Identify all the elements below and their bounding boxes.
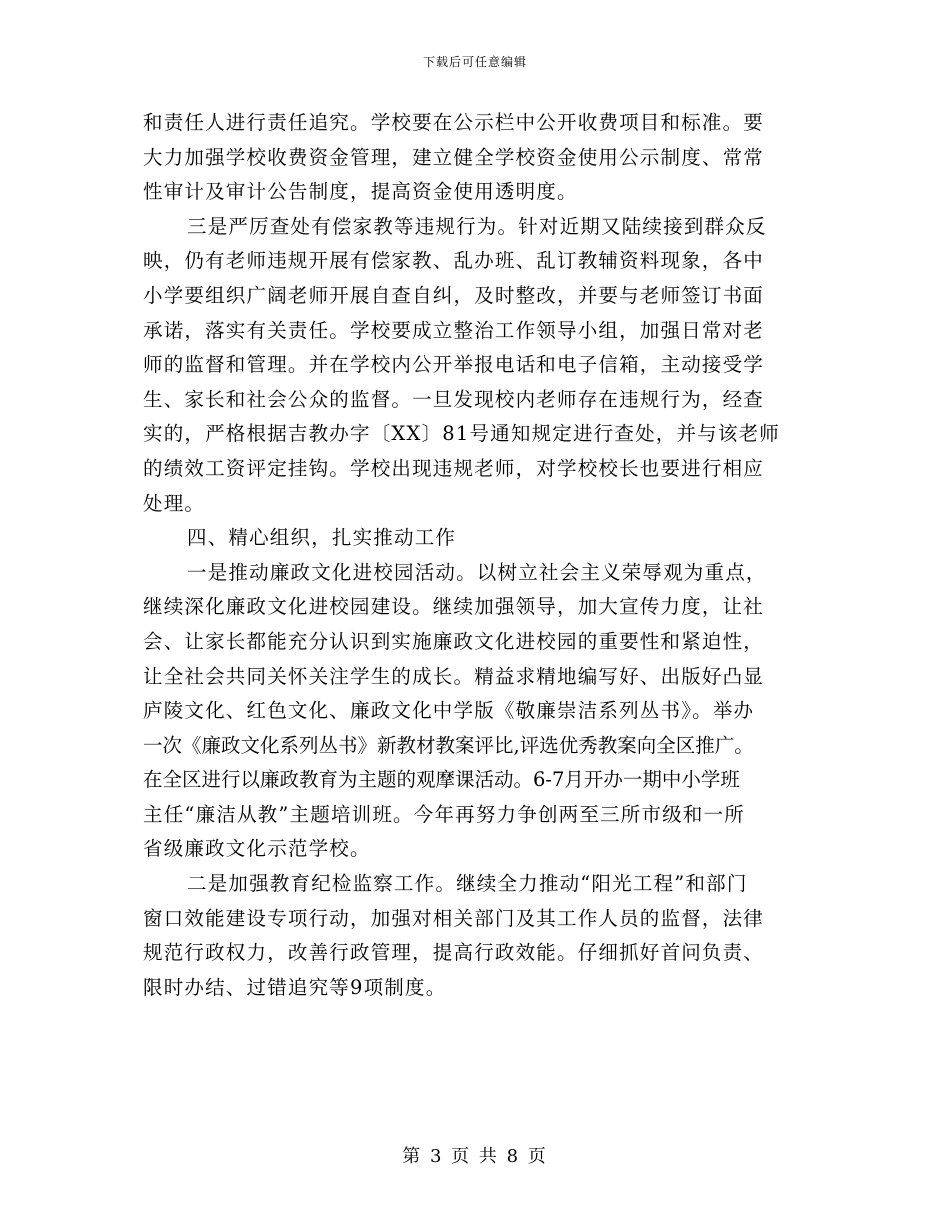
paragraph-first-line: 二是加强教育纪检监察工作。继续全力推动“阳光工程”和部门: [187, 872, 748, 896]
text-line: 限时办结、过错追究等9项制度。: [143, 975, 447, 999]
text-line: 让全社会共同关怀关注学生的成长。精益求精地编写好、出版好凸显: [143, 664, 765, 688]
text-line: 主任“廉洁从教”主题培训班。今年再努力争创两至三所市级和一所: [143, 802, 745, 826]
text-line: 庐陵文化、红色文化、廉政文化中学版《敬廉崇洁系列丛书》。举办: [143, 699, 755, 723]
text-line: 继续深化廉政文化进校园建设。继续加强领导，加大宣传力度，让社: [143, 595, 765, 619]
page-number: 第 3 页 共 8 页: [402, 1146, 548, 1167]
text-line: 会、让家长都能充分认识到实施廉政文化进校园的重要性和紧迫性，: [143, 629, 765, 653]
text-line: 的绩效工资评定挂钩。学校出现违规老师，对学校校长也要进行相应: [143, 456, 765, 480]
text-line: 小学要组织广阔老师开展自查自纠，及时整改，并要与老师签订书面: [143, 283, 765, 307]
text-line: 大力加强学校收费资金管理，建立健全学校资金使用公示制度、常常: [143, 145, 765, 169]
text-line: 窗口效能建设专项行动，加强对相关部门及其工作人员的监督，法律: [143, 906, 765, 930]
page-header-note: 下载后可任意编辑: [422, 55, 527, 69]
text-line: 一次《廉政文化系列丛书》新教材教案评比,评选优秀教案向全区推广。: [143, 733, 754, 757]
text-line: 映，仍有老师违规开展有偿家教、乱办班、乱订教辅资料现象，各中: [143, 249, 765, 273]
text-line: 生、家长和社会公众的监督。一旦发现校内老师存在违规行为，经查: [143, 387, 765, 411]
text-line: 师的监督和管理。并在学校内公开举报电话和电子信箱，主动接受学: [143, 353, 765, 377]
text-line: 在全区进行以廉政教育为主题的观摩课活动。6-7月开办一期中小学班: [143, 768, 740, 792]
paragraph-first-line: 一是推动廉政文化进校园活动。以树立社会主义荣辱观为重点，: [187, 560, 767, 584]
paragraph-first-line: 三是严厉查处有偿家教等违规行为。针对近期又陆续接到群众反: [187, 214, 767, 238]
document-body: [143, 106, 823, 1005]
text-line: 和责任人进行责任追究。学校要在公示栏中公开收费项目和标准。要: [143, 111, 765, 134]
text-line: 处理。: [143, 491, 206, 515]
section-heading: 四、精心组织，扎实推动工作: [187, 526, 457, 550]
text-line: 性审计及审计公告制度，提高资金使用透明度。: [143, 180, 578, 204]
text-line: 省级廉政文化示范学校。: [143, 837, 371, 861]
text-line: 规范行政权力，改善行政管理，提高行政效能。仔细抓好首问负责、: [143, 941, 765, 965]
text-line: 承诺，落实有关责任。学校要成立整治工作领导小组，加强日常对老: [143, 318, 765, 342]
text-line: 实的，严格根据吉教办字〔XX〕81号通知规定进行查处，并与该老师: [143, 422, 780, 446]
